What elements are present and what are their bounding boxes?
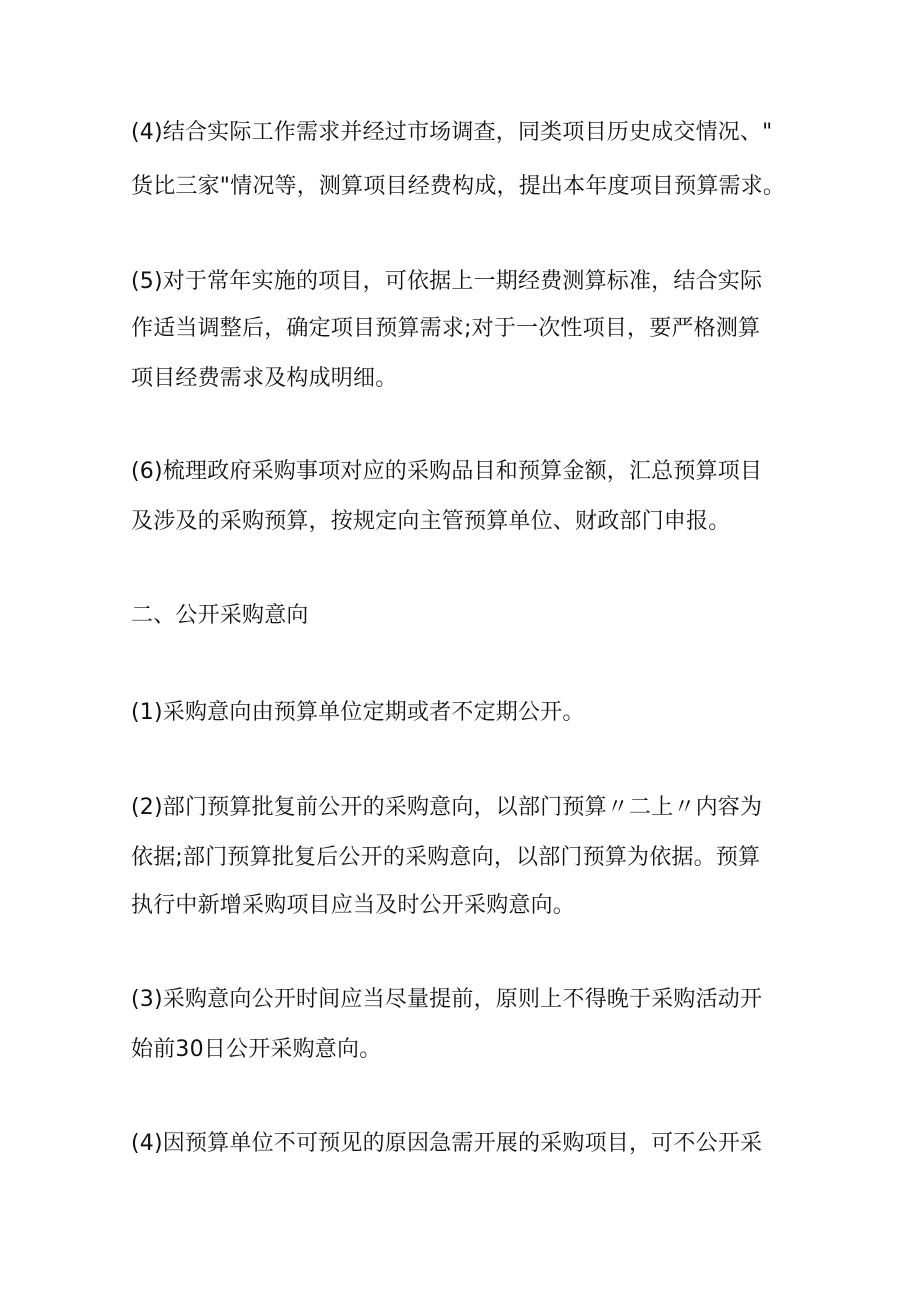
section-heading: 二、公开采购意向 [131, 603, 309, 628]
paragraph-line: (6)梳理政府采购事项对应的采购品目和预算金额，汇总预算项目 [131, 459, 763, 484]
paragraph-line: 作适当调整后，确定项目预算需求;对于一次性项目，要严格测算 [131, 316, 761, 341]
paragraph-line: (5)对于常年实施的项目，可依据上一期经费测算标准，结合实际 [131, 269, 763, 294]
paragraph-line: (3)采购意向公开时间应当尽量提前，原则上不得晚于采购活动开 [131, 987, 763, 1012]
paragraph-line: (2)部门预算批复前公开的采购意向，以部门预算〃二上〃内容为 [131, 795, 763, 820]
paragraph-line: (4)因预算单位不可预见的原因急需开展的采购项目，可不公开采 [131, 1131, 763, 1156]
paragraph-line: 货比三家"情况等，测算项目经费构成，提出本年度项目预算需求。 [131, 174, 786, 199]
paragraph-line: 始前30日公开采购意向。 [131, 1037, 382, 1062]
paragraph-line: (1)采购意向由预算单位定期或者不定期公开。 [131, 700, 585, 725]
paragraph-line: (4)结合实际工作需求并经过市场调查，同类项目历史成交情况、" [131, 120, 773, 145]
paragraph-line: 执行中新增采购项目应当及时公开采购意向。 [131, 893, 576, 918]
paragraph-line: 项目经费需求及构成明细。 [131, 366, 398, 391]
paragraph-line: 依据;部门预算批复后公开的采购意向，以部门预算为依据。预算 [131, 845, 761, 870]
paragraph-line: 及涉及的采购预算，按规定向主管预算单位、财政部门申报。 [131, 509, 731, 534]
